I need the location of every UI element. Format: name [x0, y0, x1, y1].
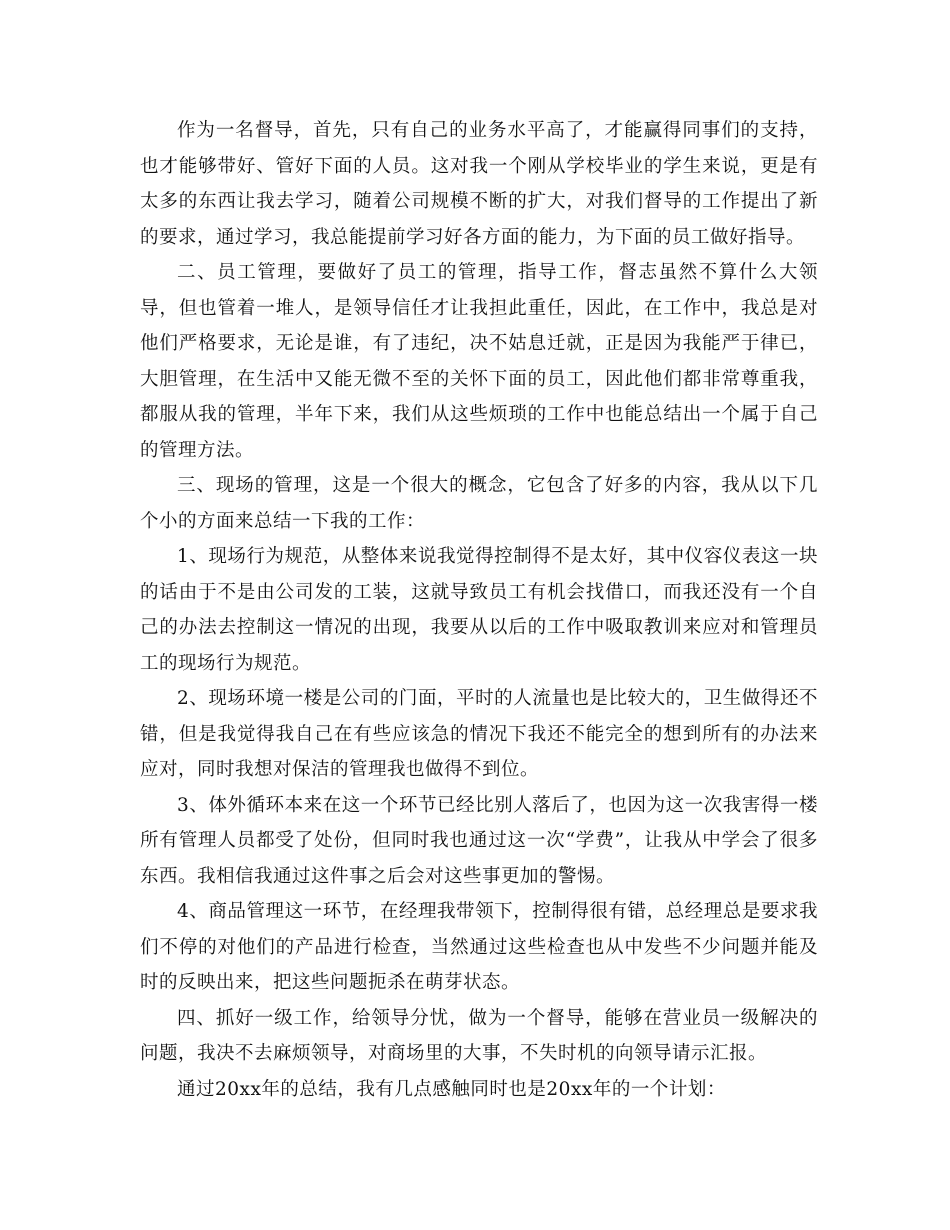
paragraph: 通过20xx年的总结，我有几点感触同时也是20xx年的一个计划： — [177, 1078, 726, 1100]
paragraph: 1、现场行为规范，从整体来说我觉得控制得不是太好，其中仪容仪表这一块的话由于不是由公司发的工装，这就导致员工有机会找借口，而我还没有一个自己的办法去控制这一情况的出现，我要从以后的工作中吸取教训来应对和管理员工的现场行为规范。 — [140, 546, 818, 674]
paragraph: 三、现场的管理，这是一个很大的概念，它包含了好多的内容，我从以下几个小的方面来总结一下我的工作： — [140, 475, 818, 532]
paragraph: 4、商品管理这一环节，在经理我带领下，控制得很有错，总经理总是要求我们不停的对他们的产品进行检查，当然通过这些检查也从中发些不少问题并能及时的反映出来，把这些问题扼杀在萌芽状态。 — [140, 901, 818, 993]
paragraph: 2、现场环境一楼是公司的门面，平时的人流量也是比较大的，卫生做得还不错，但是我觉得我自己在有些应该急的情况下我还不能完全的想到所有的办法来应对，同时我想对保洁的管理我也做得不到位。 — [140, 688, 818, 780]
paragraph: 作为一名督导，首先，只有自己的业务水平高了，才能赢得同事们的支持，也才能够带好、管好下面的人员。这对我一个刚从学校毕业的学生来说，更是有太多的东西让我去学习，随着公司规模不断的扩大，对我们督导的工作提出了新的要求，通过学习，我总能提前学习好各方面的能力，为下面的员工做好指导。 — [140, 120, 818, 248]
paragraph: 二、员工管理，要做好了员工的管理，指导工作，督志虽然不算什么大领导，但也管着一堆人，是领导信任才让我担此重任，因此，在工作中，我总是对他们严格要求，无论是谁，有了违纪，决不姑息迁就，正是因为我能严于律已，大胆管理，在生活中又能无微不至的关怀下面的员工，因此他们都非常尊重我，都服从我的管理，半年下来，我们从这些烦琐的工作中也能总结出一个属于自己的管理方法。 — [140, 262, 818, 461]
paragraph: 四、抓好一级工作，给领导分忧，做为一个督导，能够在营业员一级解决的问题，我决不去麻烦领导，对商场里的大事，不失时机的向领导请示汇报。 — [140, 1007, 818, 1064]
document-body — [140, 113, 818, 1107]
paragraph: 3、体外循环本来在这一个环节已经比别人落后了，也因为这一次我害得一楼所有管理人员都受了处份，但同时我也通过这一次“学费”，让我从中学会了很多东西。我相信我通过这件事之后会对这些事更加的警惕。 — [140, 794, 818, 887]
